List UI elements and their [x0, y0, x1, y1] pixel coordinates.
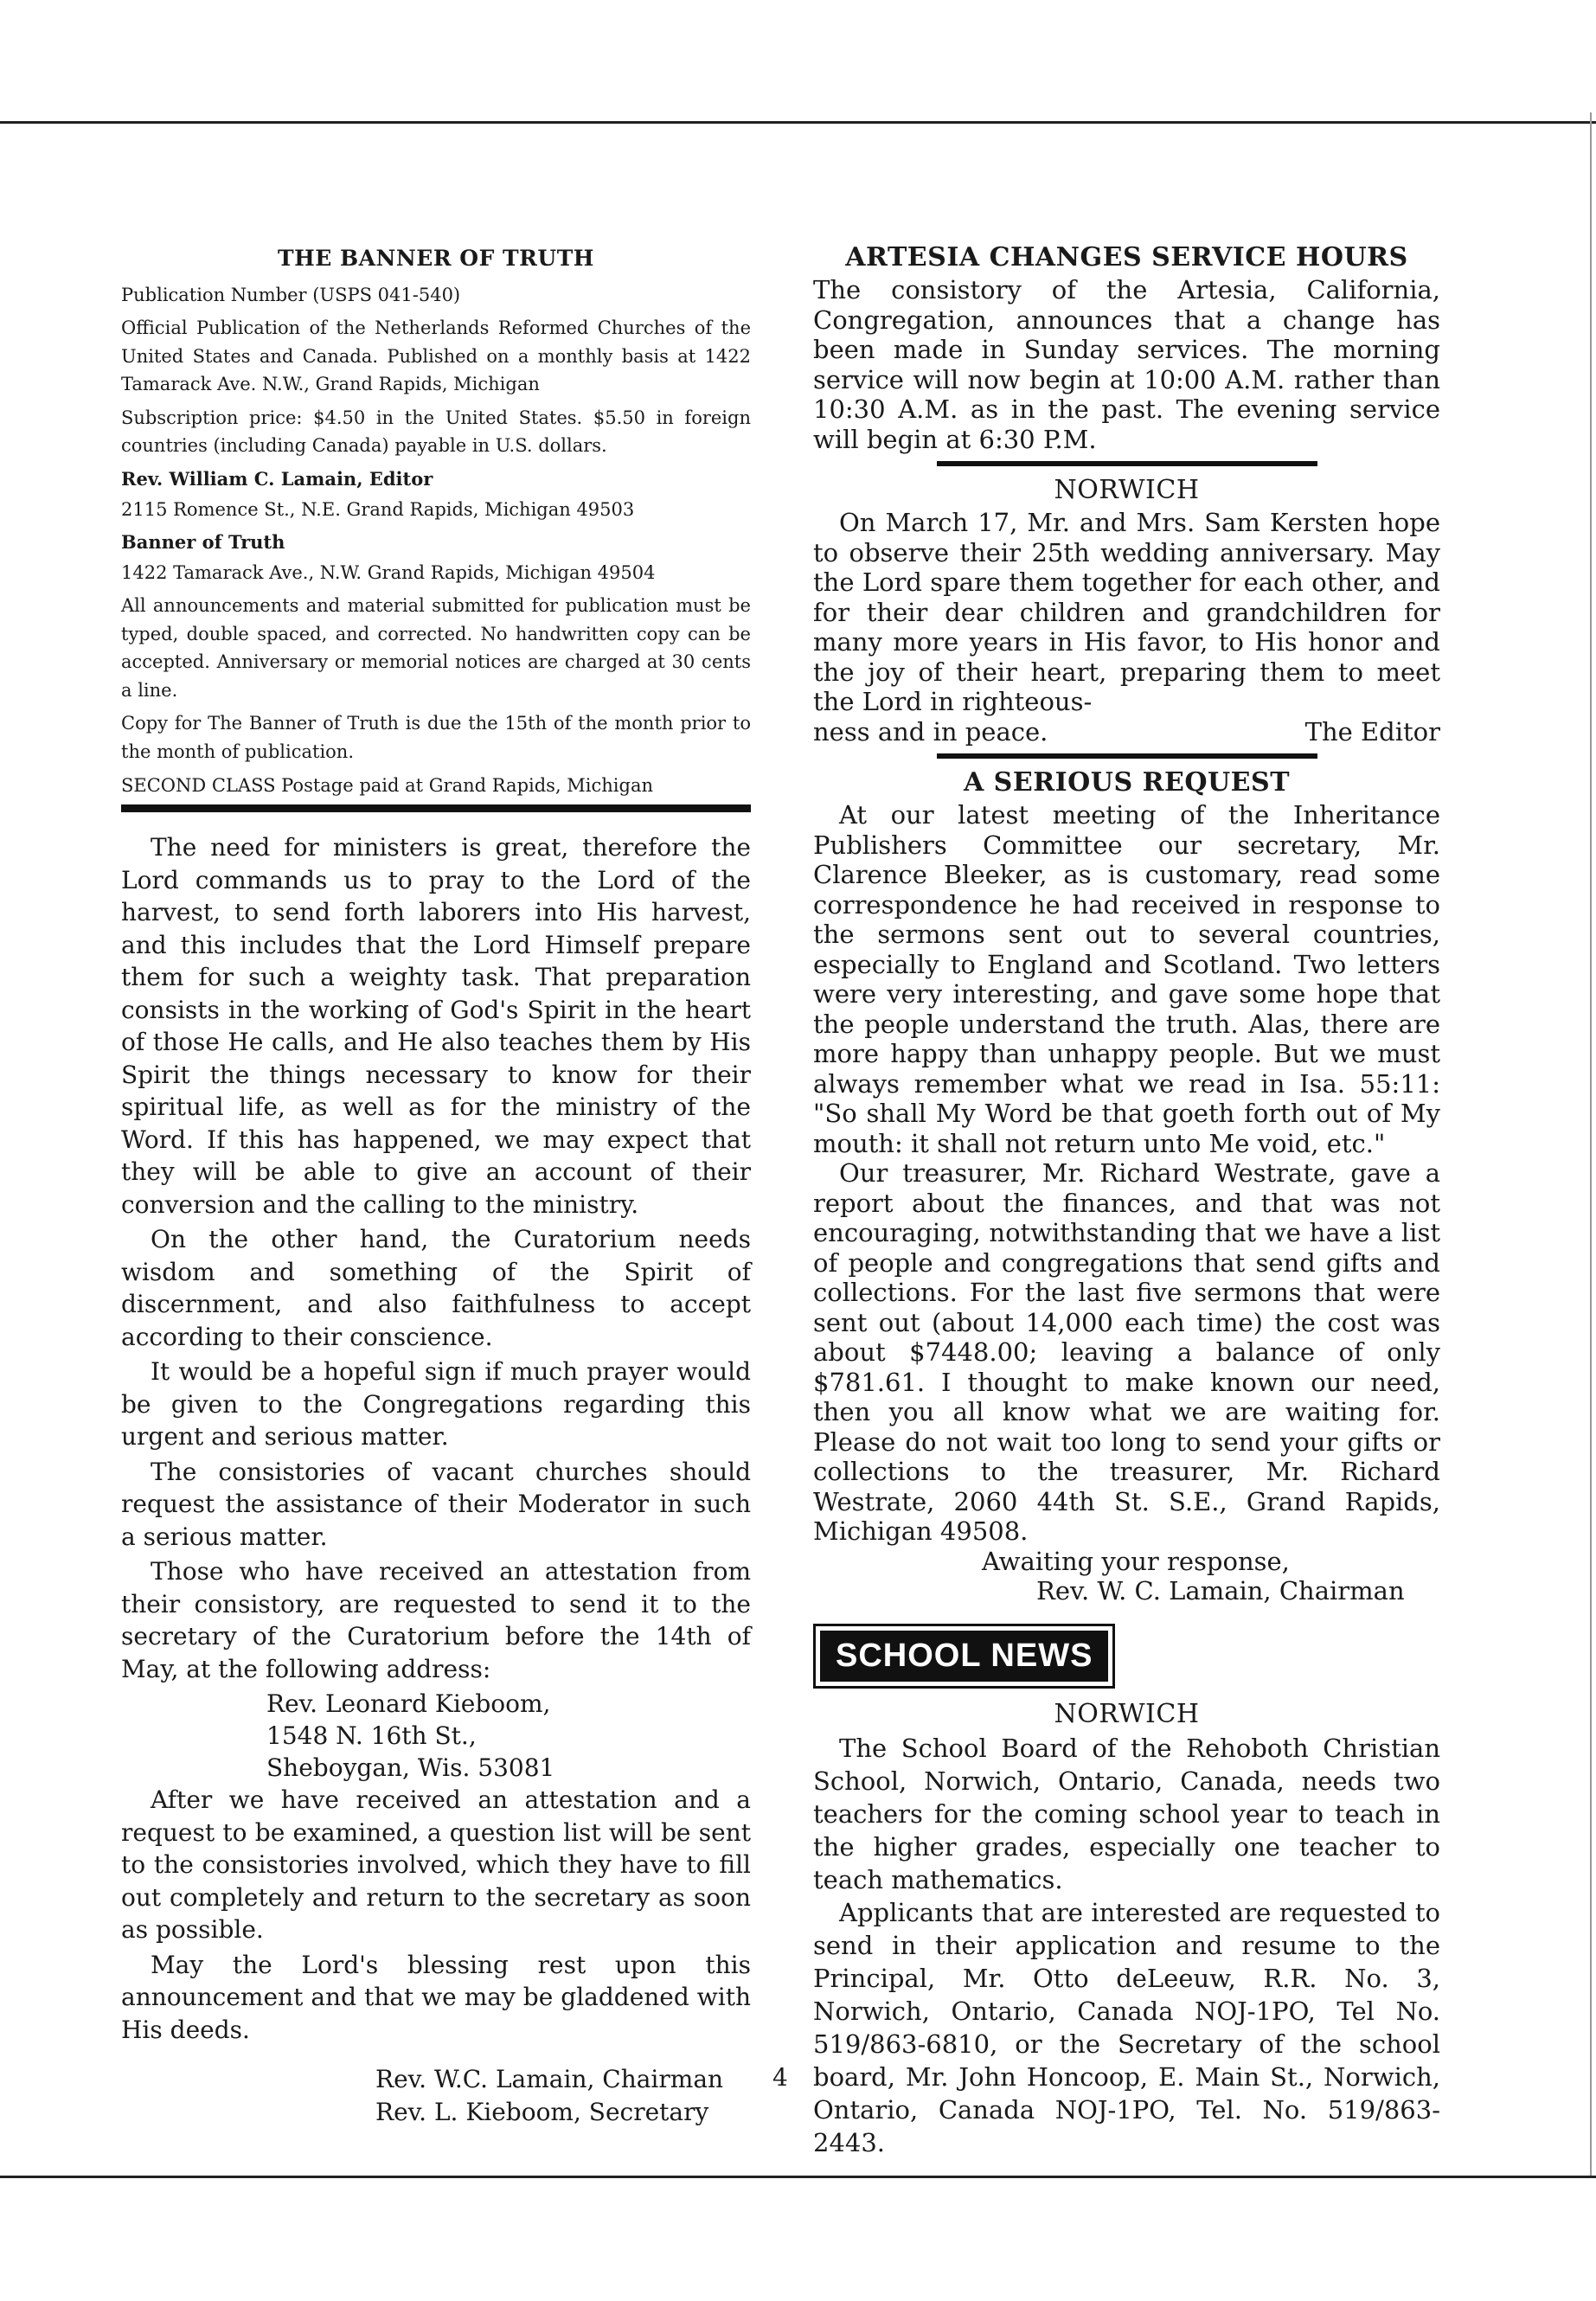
address-line: Rev. Leonard Kieboom, [266, 1689, 551, 1719]
official-publication: Official Publication of the Netherlands Reformed Churches of the United States and Canada. Published on a monthly basis at 1422 Tamarack Ave. N.W., Grand Rapids, Michigan [121, 317, 751, 395]
divider-bar [937, 753, 1317, 759]
artesia-section [813, 275, 1440, 454]
signature-secretary: Rev. L. Kieboom, Secretary [375, 2097, 709, 2126]
signature-chairman: Rev. W.C. Lamain, Chairman [375, 2065, 724, 2094]
subscription-price: Subscription price: $4.50 in the United States. $5.50 in foreign countries (including Canada) payable in U.S. dollars. [121, 407, 751, 457]
serious-paragraph: Our treasurer, Mr. Richard Westrate, gave a report about the finances, and that was not encouraging, notwithstanding that we have a list of people and congregations that send gifts and collections. For the last five sermons that were sent out (about 14,000 each time) the cost was about $7448.00; leaving a balance of only $781.61. I thought to make known our need, then you all know what we are waiting for. Please do not wait too long to send your gifts or collections to the treasurer, Mr. Richard Westrate, 2060 44th St. S.E., Grand Rapids, Michigan 49508. [813, 1158, 1440, 1546]
school-norwich-title: NORWICH [1054, 1698, 1200, 1729]
editor-address: 2115 Romence St., N.E. Grand Rapids, Michigan 49503 [121, 498, 635, 520]
curatorium-article [121, 831, 751, 2128]
right-column [813, 242, 1440, 2159]
divider-bar [937, 461, 1317, 466]
norwich-last-line [813, 717, 1440, 747]
signature-block [121, 2063, 751, 2128]
page-number: 4 [772, 2063, 788, 2092]
left-column [121, 242, 751, 2128]
serious-request-section [813, 800, 1440, 1606]
mailing-address [121, 1688, 751, 1784]
announcements-note: All announcements and material submitted for publication must be typed, double spaced, and corrected. No handwritten copy can be accepted. Anniversary or memorial notices are charged at 30 cents a line. [121, 595, 751, 701]
article-paragraph: Those who have received an attestation from their consistory, are requested to send it to the secretary of the Curatorium before the 14th of May, at the following address: [121, 1557, 751, 1683]
article-paragraph: The need for ministers is great, therefore the Lord commands us to pray to the Lord of the harvest, to send forth laborers into His harvest, and this includes that the Lord Himself prepare them for such a weighty task. That preparation consists in the working of God's Spirit in the heart of those He calls, and He also teaches them by His Spirit the things necessary to know for their spiritual life, as well as for the ministry of the Word. If this has happened, we may expect that they will be able to give an account of their conversion and the calling to the ministry. [121, 833, 751, 1219]
address-line: Sheboygan, Wis. 53081 [266, 1753, 555, 1783]
banner-address: 1422 Tamarack Ave., N.W. Grand Rapids, Michigan 49504 [121, 561, 656, 583]
school-news-label: SCHOOL NEWS [820, 1631, 1108, 1682]
article-paragraph: It would be a hopeful sign if much prayer would be given to the Congregations regarding this urgent and serious matter. [121, 1357, 751, 1452]
article-paragraph: After we have received an attestation and a request to be examined, a question list will be sent to the consistories involved, which they have to fill out completely and return to the secretary as soon as possible. [121, 1785, 751, 1945]
school-news-banner [813, 1624, 1115, 1689]
norwich-body: On March 17, Mr. and Mrs. Sam Kersten hope to observe their 25th wedding anniversary. May the Lord spare them together for each other, and for their dear children and grandchildren for many more years in His favor, to His honor and the joy of their heart, preparing them to meet the Lord in righteous- [813, 508, 1440, 716]
norwich-body-end: ness and in peace. [813, 716, 1048, 747]
article-paragraph: The consistories of vacant churches should request the assistance of their Moderator in such a serious matter. [121, 1457, 751, 1551]
serious-paragraph: At our latest meeting of the Inheritance Publishers Committee our secretary, Mr. Clarence Bleeker, as is customary, read some correspondence he had received in response to the sermons sent out to several countries, especially to England and Scotland. Two letters were very interesting, and gave some hope that the people understand the truth. Alas, there are more happy than unhappy people. But we must always remember what we read in Isa. 55:11: "So shall My Word be that goeth forth out of My mouth: it shall not return unto Me void, etc." [813, 800, 1440, 1158]
publication-number: Publication Number (USPS 041-540) [121, 284, 461, 305]
school-paragraph: The School Board of the Rehoboth Christian School, Norwich, Ontario, Canada, needs two teachers for the coming school year to teach in the higher grades, especially one teacher to teach mathematics. [813, 1733, 1440, 1894]
article-paragraph: May the Lord's blessing rest upon this announcement and that we may be gladdened with His deeds. [121, 1950, 751, 2044]
masthead-title: THE BANNER OF TRUTH [278, 246, 594, 271]
banner-name: Banner of Truth [121, 531, 285, 554]
page-edge [1590, 112, 1592, 2176]
bottom-rule [0, 2176, 1596, 2178]
norwich-anniversary [813, 508, 1440, 747]
article-paragraph: On the other hand, the Curatorium needs wisdom and something of the Spirit of discernment, and also faithfulness to accept according to their conscience. [121, 1225, 751, 1351]
masthead [121, 242, 751, 799]
divider-bar [121, 804, 751, 812]
serious-request-title: A SERIOUS REQUEST [963, 767, 1291, 798]
postage-note: SECOND CLASS Postage paid at Grand Rapids, Michigan [121, 774, 654, 796]
artesia-body: The consistory of the Artesia, California, Congregation, announces that a change has been made in Sunday services. The morning service will now begin at 10:00 A.M. rather than 10:30 A.M. as in the past. The evening service will begin at 6:30 P.M. [813, 275, 1440, 454]
copy-due-note: Copy for The Banner of Truth is due the 15th of the month prior to the month of publication. [121, 713, 751, 762]
editor-signature: The Editor [1304, 716, 1440, 747]
artesia-title: ARTESIA CHANGES SERVICE HOURS [845, 242, 1408, 272]
school-news-section [813, 1732, 1440, 2159]
serious-closing: Awaiting your response, [982, 1546, 1290, 1576]
address-line: 1548 N. 16th St., [266, 1721, 477, 1751]
norwich-title: NORWICH [1054, 475, 1200, 505]
editor-name: Rev. William C. Lamain, Editor [121, 468, 433, 490]
school-paragraph: Applicants that are interested are requested to send in their application and resume to the Principal, Mr. Otto deLeeuw, R.R. No. 3, Norwich, Ontario, Canada NOJ-1PO, Tel No. 519/863-6810, or the Secretary of the school board, Mr. John Honcoop, E. Main St., Norwich, Ontario, Canada NOJ-1PO, Tel. No. 519/863-2443. [813, 1897, 1440, 2157]
top-rule [0, 121, 1596, 124]
serious-signature: Rev. W. C. Lamain, Chairman [1036, 1576, 1405, 1606]
